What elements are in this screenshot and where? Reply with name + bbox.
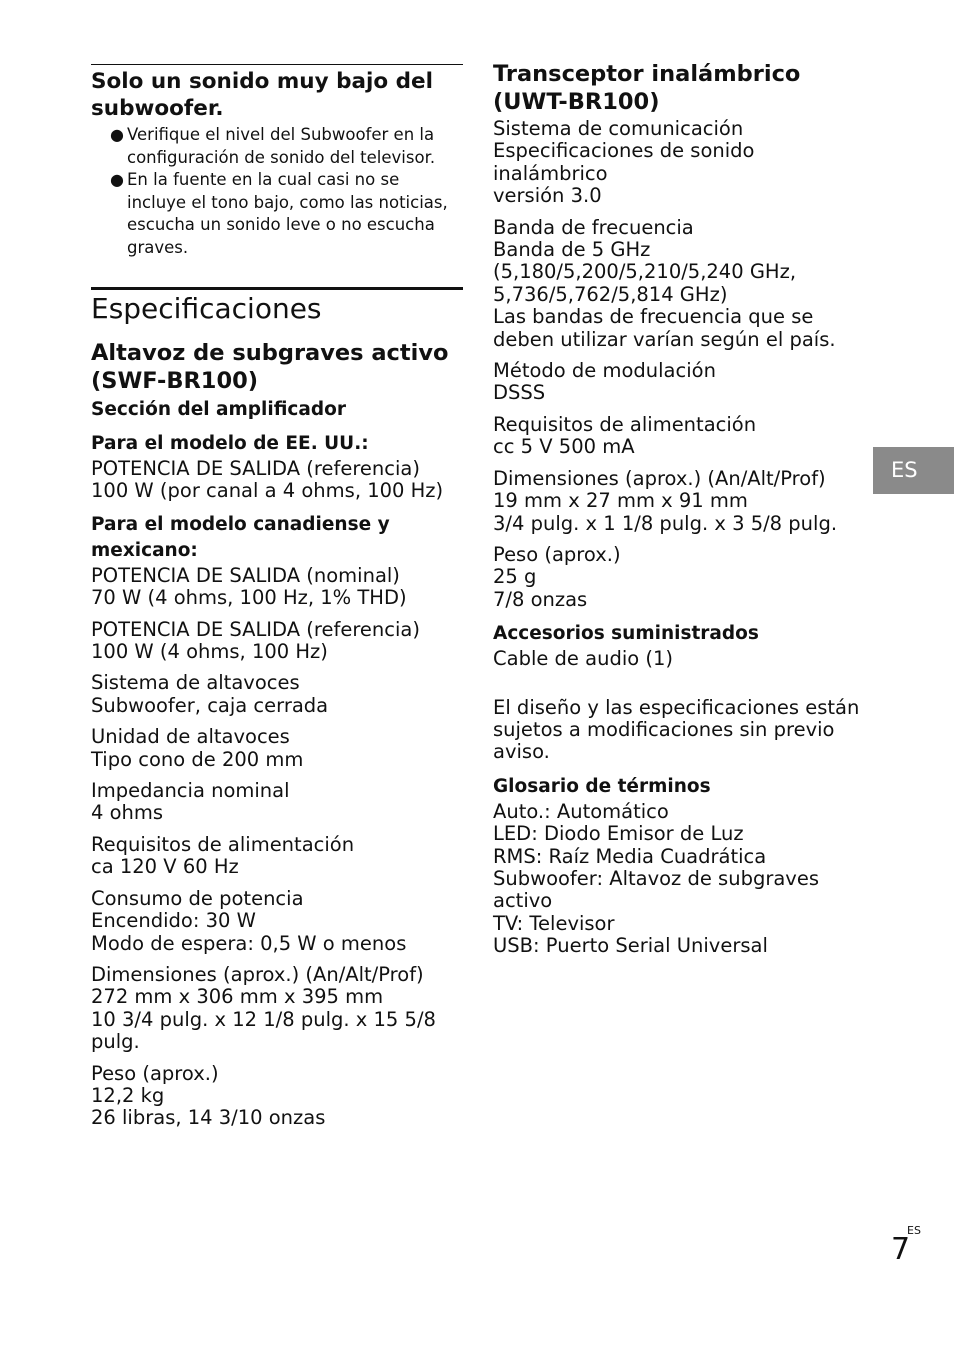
glossary-list <box>493 801 873 958</box>
spec-item <box>493 468 873 535</box>
top-rule <box>91 64 463 65</box>
left-column <box>91 0 463 1130</box>
glossary-item: USB: Puerto Serial Universal <box>493 934 768 958</box>
section-title: Especificaciones <box>91 292 322 325</box>
accessories-heading: Accesorios suministrados <box>493 623 759 645</box>
spec-label: Sistema de altavoces <box>91 671 300 695</box>
glossary-item: LED: Diodo Emisor de Luz <box>493 822 744 846</box>
spec-value: Especificaciones de sonido inalámbrico versión 3.0 <box>493 139 755 208</box>
page-number-suffix: ES <box>907 1224 921 1237</box>
spec-item <box>91 780 463 825</box>
spec-value: Banda de 5 GHz (5,180/5,200/5,210/5,240 GHz, 5,736/5,762/5,814 GHz) Las bandas de frecuencia que se deben utilizar varían según el país. <box>493 238 836 351</box>
language-tab: ES <box>873 447 954 494</box>
spec-label: Consumo de potencia <box>91 886 304 910</box>
spec-label: Peso (aprox.) <box>91 1061 219 1085</box>
accessories-value: Cable de audio (1) <box>493 647 673 671</box>
ca-nominal-value: POTENCIA DE SALIDA (nominal) 70 W (4 ohms, 100 Hz, 1% THD) <box>91 563 407 610</box>
spec-item <box>91 672 463 717</box>
right-column <box>493 0 873 958</box>
notice-text: El diseño y las especificaciones están sujetos a modificaciones sin previo aviso. <box>493 695 860 764</box>
spec-value: 12,2 kg 26 libras, 14 3/10 onzas <box>91 1083 326 1130</box>
spec-item <box>493 544 873 611</box>
spec-label: Impedancia nominal <box>91 779 290 803</box>
spec-value: 25 g 7/8 onzas <box>493 565 588 611</box>
spec-label: Banda de frecuencia <box>493 215 694 239</box>
spec-value: ca 120 V 60 Hz <box>91 855 239 879</box>
bullet-icon: ● <box>110 170 124 189</box>
spec-label: Requisitos de alimentación <box>493 412 757 436</box>
spec-value: 4 ohms <box>91 801 164 825</box>
section-rule <box>91 287 463 290</box>
spec-label: Requisitos de alimentación <box>91 832 355 856</box>
bullet-icon: ● <box>110 125 124 144</box>
spec-item <box>91 834 463 879</box>
amplifier-heading: Sección del amplificador <box>91 399 346 420</box>
ca-model-heading: Para el modelo canadiense y mexicano: <box>91 513 390 561</box>
spec-value: 19 mm x 27 mm x 91 mm 3/4 pulg. x 1 1/8 pulg. x 3 5/8 pulg. <box>493 489 838 535</box>
list-item: ● Verifique el nivel del Subwoofer en la configuración de sonido del televisor. <box>110 125 436 167</box>
spec-label: Sistema de comunicación <box>493 117 744 140</box>
us-model-value: POTENCIA DE SALIDA (referencia) 100 W (por canal a 4 ohms, 100 Hz) <box>91 457 444 503</box>
spec-label: Dimensiones (aprox.) (An/Alt/Prof) <box>91 962 424 986</box>
spec-label: Dimensiones (aprox.) (An/Alt/Prof) <box>493 466 826 490</box>
device-heading-subwoofer: Altavoz de subgraves activo (SWF-BR100) <box>91 340 449 394</box>
list-item: ● En la fuente en la cual casi no se incluye el tono bajo, como las noticias, escucha un sonido leve o no escucha graves. <box>110 170 448 257</box>
spec-item <box>493 217 873 351</box>
spec-label: Peso (aprox.) <box>493 542 621 566</box>
glossary-item: TV: Televisor <box>493 911 615 935</box>
spec-item <box>91 964 463 1054</box>
spec-value: cc 5 V 500 mA <box>493 435 635 459</box>
spec-value: Tipo cono de 200 mm <box>91 747 304 771</box>
trouble-heading: Solo un sonido muy bajo del subwoofer. <box>91 69 433 121</box>
spec-label: Método de modulación <box>493 359 716 383</box>
trouble-bullet-list <box>91 124 463 259</box>
spec-value: Encendido: 30 W Modo de espera: 0,5 W o menos <box>91 909 407 955</box>
spec-item <box>91 888 463 955</box>
spec-item <box>493 118 873 208</box>
glossary-item: RMS: Raíz Media Cuadrática <box>493 844 767 868</box>
ca-reference-value: POTENCIA DE SALIDA (referencia) 100 W (4 ohms, 100 Hz) <box>91 617 420 664</box>
spec-item <box>91 726 463 771</box>
spec-label: Unidad de altavoces <box>91 725 290 749</box>
spec-value: 272 mm x 306 mm x 395 mm 10 3/4 pulg. x 12 1/8 pulg. x 15 5/8 pulg. <box>91 985 436 1054</box>
glossary-heading: Glosario de términos <box>493 775 711 797</box>
spec-item <box>91 1063 463 1130</box>
spec-value: DSSS <box>493 381 546 405</box>
spec-item <box>493 360 873 405</box>
device-heading-transceiver: Transceptor inalámbrico (UWT-BR100) <box>493 61 801 115</box>
glossary-item: Auto.: Automático <box>493 799 669 823</box>
page-number: 7 <box>891 1232 911 1267</box>
us-model-heading: Para el modelo de EE. UU.: <box>91 433 369 454</box>
spec-value: Subwoofer, caja cerrada <box>91 693 329 717</box>
glossary-item: Subwoofer: Altavoz de subgraves activo <box>493 866 819 913</box>
spec-item <box>493 414 873 459</box>
